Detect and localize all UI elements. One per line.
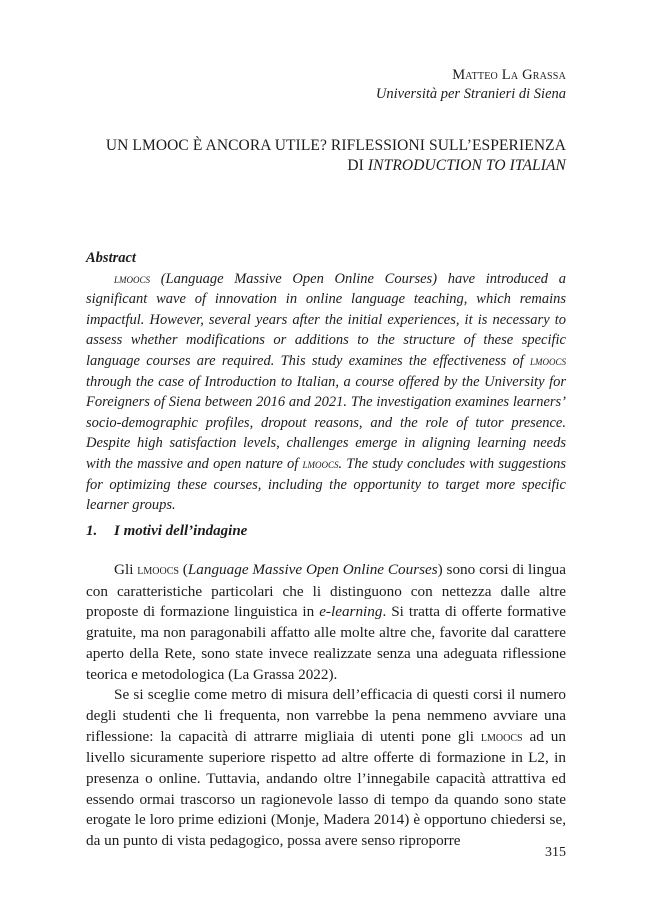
- p1-italic-2: e-learning: [319, 603, 383, 621]
- paper-title: [90, 136, 566, 176]
- abstract: [86, 248, 566, 516]
- body-text: [86, 560, 566, 852]
- author-name: Matteo La Grassa: [452, 67, 566, 83]
- title-line-1: UN LMOOC È ANCORA UTILE? RIFLESSIONI SULL’ESPERIENZA: [105, 137, 566, 154]
- paragraph-1: [86, 560, 566, 685]
- author-affiliation: Università per Stranieri di Siena: [375, 86, 566, 102]
- abstract-heading: Abstract: [86, 250, 136, 266]
- abstract-acronym: lmoocs: [529, 352, 566, 368]
- abstract-acronym: lmoocs: [302, 455, 339, 471]
- p1-italic-1: Language Massive Open Online Courses: [187, 561, 438, 578]
- abstract-sentence-2: through the case of Introduction to Italian, a course offered by the University for Foreigners of Siena between 2016 and 2021. The investigation examines learners’ socio-demographic profiles, dropout reasons, and the role of tutor presence. Despite high satisfaction levels, challenges emerge in aligning learning needs with the massive and open nature of: [86, 373, 566, 472]
- abstract-body: [86, 269, 566, 516]
- abstract-sentence-1: (Language Massive Open Online Courses) have introduced a significant wave of innovation in online language teaching, which remains impactful. However, several years after the initial experiences, it is necessary to assess whether modifications or additions to the structure of these specific language courses are required. This study examines the effectiveness of: [86, 270, 566, 369]
- body-acronym: lmoocs: [137, 563, 179, 578]
- abstract-sentence-3: . The study concludes with suggestions for optimizing these courses, including the opportunity to target more specific learner groups.: [86, 455, 566, 514]
- title-line-2: [90, 156, 566, 176]
- section-number: 1.: [86, 523, 98, 539]
- section-heading: [86, 523, 247, 540]
- p1-text-a: Gli: [114, 561, 134, 578]
- p2-text-a: Se si sceglie come metro di misura dell’efficacia di questi corsi il numero degli studenti che li frequenta, non varrebbe la pena nemmeno avviare una riflessione: la capacità di attrarre migliaia di utenti pone gli: [86, 686, 566, 745]
- abstract-acronym: lmoocs: [114, 270, 151, 286]
- author-block: [376, 66, 566, 104]
- paragraph-2: [86, 685, 566, 852]
- p2-text-b: ad un livello sicuramente superiore rispetto ad altre offerte di formazione in L2, in presenza o online. Tuttavia, andando oltre l’innegabile capacità attrattiva ed essendo ormai trascorso un ragionevole lasso di tempo da quando sono state erogate le loro prime edizioni (Monje, Madera 2014) è opportuno chiedersi se, da un punto di vista pedagogico, possa avere senso riproporre: [86, 727, 566, 850]
- p1-text-b: (: [182, 561, 188, 578]
- p1-text-d: . Si tratta di offerte formative gratuite, ma non paragonabili affatto alle molte altre che, favorite dal carattere aperto della Rete, sono state invece realizzate senza una adeguata riflessione teorica e metodologica (La Grassa 2022).: [86, 603, 566, 683]
- section-title: I motivi dell’indagine: [114, 523, 248, 539]
- body-acronym: lmoocs: [480, 729, 523, 745]
- title-line-2-prefix: DI: [347, 157, 364, 174]
- p1-text-c: ) sono corsi di lingua con caratteristiche particolari che li distinguono con nettezza dalle altre proposte di formazione linguistica in: [86, 561, 567, 621]
- page-number: 315: [545, 845, 566, 860]
- title-line-2-italic: INTRODUCTION TO ITALIAN: [367, 157, 566, 174]
